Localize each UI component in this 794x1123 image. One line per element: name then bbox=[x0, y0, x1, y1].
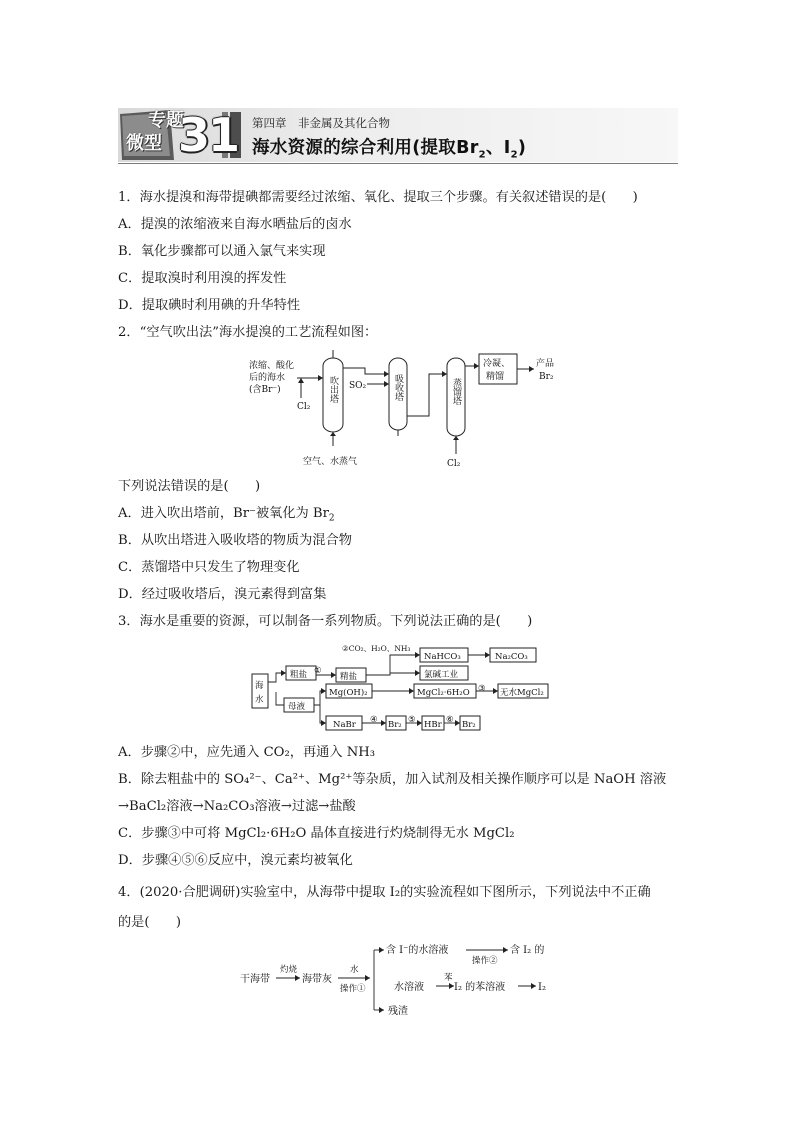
q2-cl2-bottom: Cl₂ bbox=[447, 459, 461, 469]
title-sub-1: 2 bbox=[478, 149, 486, 161]
q3-option-b-line1: B．除去粗盐中的 SO₄²⁻、Ca²⁺、Mg²⁺等杂质，加入试剂及相关操作顺序可以是 NaOH 溶液 bbox=[118, 772, 667, 787]
title-text-end: ) bbox=[517, 138, 527, 158]
q1-option-c: C．提取溴时利用溴的挥发性 bbox=[118, 271, 287, 286]
q3-mgcl2-hydrate: MgCl₂·6H₂O bbox=[417, 688, 470, 698]
q4-water: 水 bbox=[350, 965, 359, 975]
q4-stem-line2: 的是( ) bbox=[118, 915, 182, 930]
q2-product-line1: 产品 bbox=[536, 359, 555, 369]
q3-option-b-line2: →BaCl₂溶液→Na₂CO₃溶液→过滤→盐酸 bbox=[118, 799, 356, 814]
q3-chlor-alkali: 氯碱工业 bbox=[424, 670, 459, 680]
title-sub-2: 2 bbox=[510, 149, 518, 161]
q3-step3: ③ bbox=[478, 684, 486, 694]
q2-product-line2: Br₂ bbox=[539, 372, 554, 382]
q2-condenser-line2: 精馏 bbox=[486, 372, 505, 382]
title-text: 海水资源的综合利用(提取Br bbox=[252, 138, 479, 158]
q4-kelp-ash: 海带灰 bbox=[302, 974, 332, 985]
q3-seawater-1: 海 bbox=[255, 681, 264, 691]
q4-aqueous: 水溶液 bbox=[394, 982, 424, 993]
q4-benzene: 苯 bbox=[444, 973, 453, 983]
q3-hbr: HBr bbox=[424, 720, 442, 730]
q4-op1: 操作① bbox=[340, 984, 366, 994]
q3-mother-liquor: 母液 bbox=[288, 702, 306, 712]
q3-br2-2: Br₂ bbox=[462, 720, 476, 730]
q2-option-a bbox=[118, 505, 335, 528]
q3-step6: ⑥ bbox=[446, 715, 454, 725]
q4-iodide-solution: 含 I⁻的水溶液 bbox=[386, 945, 449, 956]
q3-option-d: D．步骤④⑤⑥反应中，溴元素均被氧化 bbox=[118, 853, 353, 868]
q2-option-c: C．蒸馏塔中只发生了物理变化 bbox=[118, 560, 300, 575]
q4-burn: 灼烧 bbox=[280, 965, 298, 975]
badge-number: 31 bbox=[178, 108, 239, 162]
q3-option-a: A．步骤②中，应先通入 CO₂，再通入 NH₃ bbox=[118, 745, 376, 760]
q3-refined-salt: 精盐 bbox=[340, 672, 358, 682]
q4-i2-final: I₂ bbox=[538, 982, 546, 993]
q2-stem: 2．“空气吹出法”海水提溴的工艺流程如图： bbox=[118, 325, 378, 340]
q2-feed-line1: 浓缩、酸化 bbox=[249, 361, 295, 371]
q3-step1: ① bbox=[314, 666, 322, 676]
q2-prompt: 下列说法错误的是( ) bbox=[118, 479, 261, 494]
topic-banner bbox=[118, 108, 678, 162]
q3-mgoh2: Mg(OH)₂ bbox=[329, 688, 368, 698]
q3-na2co3: Na₂CO₃ bbox=[495, 652, 528, 662]
q2-tower1-label: 吹出塔 bbox=[328, 376, 338, 403]
q4-dry-kelp: 干海带 bbox=[240, 974, 270, 985]
q3-step4: ④ bbox=[370, 715, 378, 725]
q4-contains-i2: 含 I₂ 的 bbox=[510, 945, 545, 956]
q3-nabr: NaBr bbox=[333, 720, 356, 730]
badge-word-top: 专题 bbox=[148, 110, 184, 131]
q3-step2-label: ②CO₂、H₂O、NH₃ bbox=[342, 644, 411, 653]
badge-word-bottom: 微型 bbox=[126, 133, 162, 154]
q1-option-b: B．氧化步骤都可以通入氯气来实现 bbox=[118, 244, 326, 259]
q3-crude-salt: 粗盐 bbox=[290, 670, 308, 680]
q4-stem-line1: 4．(2020·合肥调研)实验室中，从海带中提取 I₂的实验流程如下图所示，下列说法中不正确 bbox=[118, 885, 651, 900]
topic-badge bbox=[118, 108, 243, 162]
q3-nahco3: NaHCO₃ bbox=[424, 652, 461, 662]
q4-op2: 操作② bbox=[472, 956, 498, 966]
q2-condenser-line1: 冷凝、 bbox=[483, 359, 511, 369]
q3-br2-1: Br₂ bbox=[388, 720, 402, 730]
q2-so2: SO₂ bbox=[349, 381, 367, 391]
q2-option-a-text: A．进入吹出塔前，Br⁻被氧化为 Br bbox=[118, 506, 329, 521]
q2-tower3-label: 蒸馏塔 bbox=[451, 378, 461, 405]
banner-underline bbox=[118, 163, 678, 164]
page-title bbox=[252, 134, 526, 161]
q4-i2-benzene: I₂ 的苯溶液 bbox=[454, 982, 506, 993]
q2-feed-line3: (含Br⁻) bbox=[249, 385, 281, 395]
q1-option-d: D．提取碘时利用碘的升华特性 bbox=[118, 298, 301, 313]
q3-step5: ⑤ bbox=[408, 715, 416, 725]
q2-air-steam: 空气、水蒸气 bbox=[303, 457, 358, 467]
q4-residue: 残渣 bbox=[388, 1006, 408, 1017]
q1-stem: 1．海水提溴和海带提碘都需要经过浓缩、氧化、提取三个步骤。有关叙述错误的是( ) bbox=[118, 190, 638, 205]
iodine-extraction-diagram bbox=[240, 938, 570, 1020]
bromine-process-diagram bbox=[245, 350, 565, 472]
q2-option-a-sub: 2 bbox=[328, 513, 335, 524]
q1-option-a: A．提溴的浓缩液来自海水晒盐后的卤水 bbox=[118, 217, 352, 232]
q3-stem: 3．海水是重要的资源，可以制备一系列物质。下列说法正确的是( ) bbox=[118, 614, 533, 629]
q2-option-d: D．经过吸收塔后，溴元素得到富集 bbox=[118, 587, 327, 602]
q2-tower2-label: 吸收塔 bbox=[393, 374, 403, 401]
seawater-utilization-diagram bbox=[250, 640, 560, 736]
q3-seawater-2: 水 bbox=[255, 695, 264, 705]
title-text-mid: 、I bbox=[485, 138, 511, 158]
q3-option-c: C．步骤③中可将 MgCl₂·6H₂O 晶体直接进行灼烧制得无水 MgCl₂ bbox=[118, 826, 515, 841]
q2-cl2-left: Cl₂ bbox=[297, 402, 311, 412]
q3-anhydrous: 无水MgCl₂ bbox=[500, 688, 544, 698]
chapter-label: 第四章 非金属及其化合物 bbox=[252, 116, 390, 130]
q2-option-b: B．从吹出塔进入吸收塔的物质为混合物 bbox=[118, 533, 352, 548]
q2-feed-line2: 后的海水 bbox=[249, 373, 286, 383]
